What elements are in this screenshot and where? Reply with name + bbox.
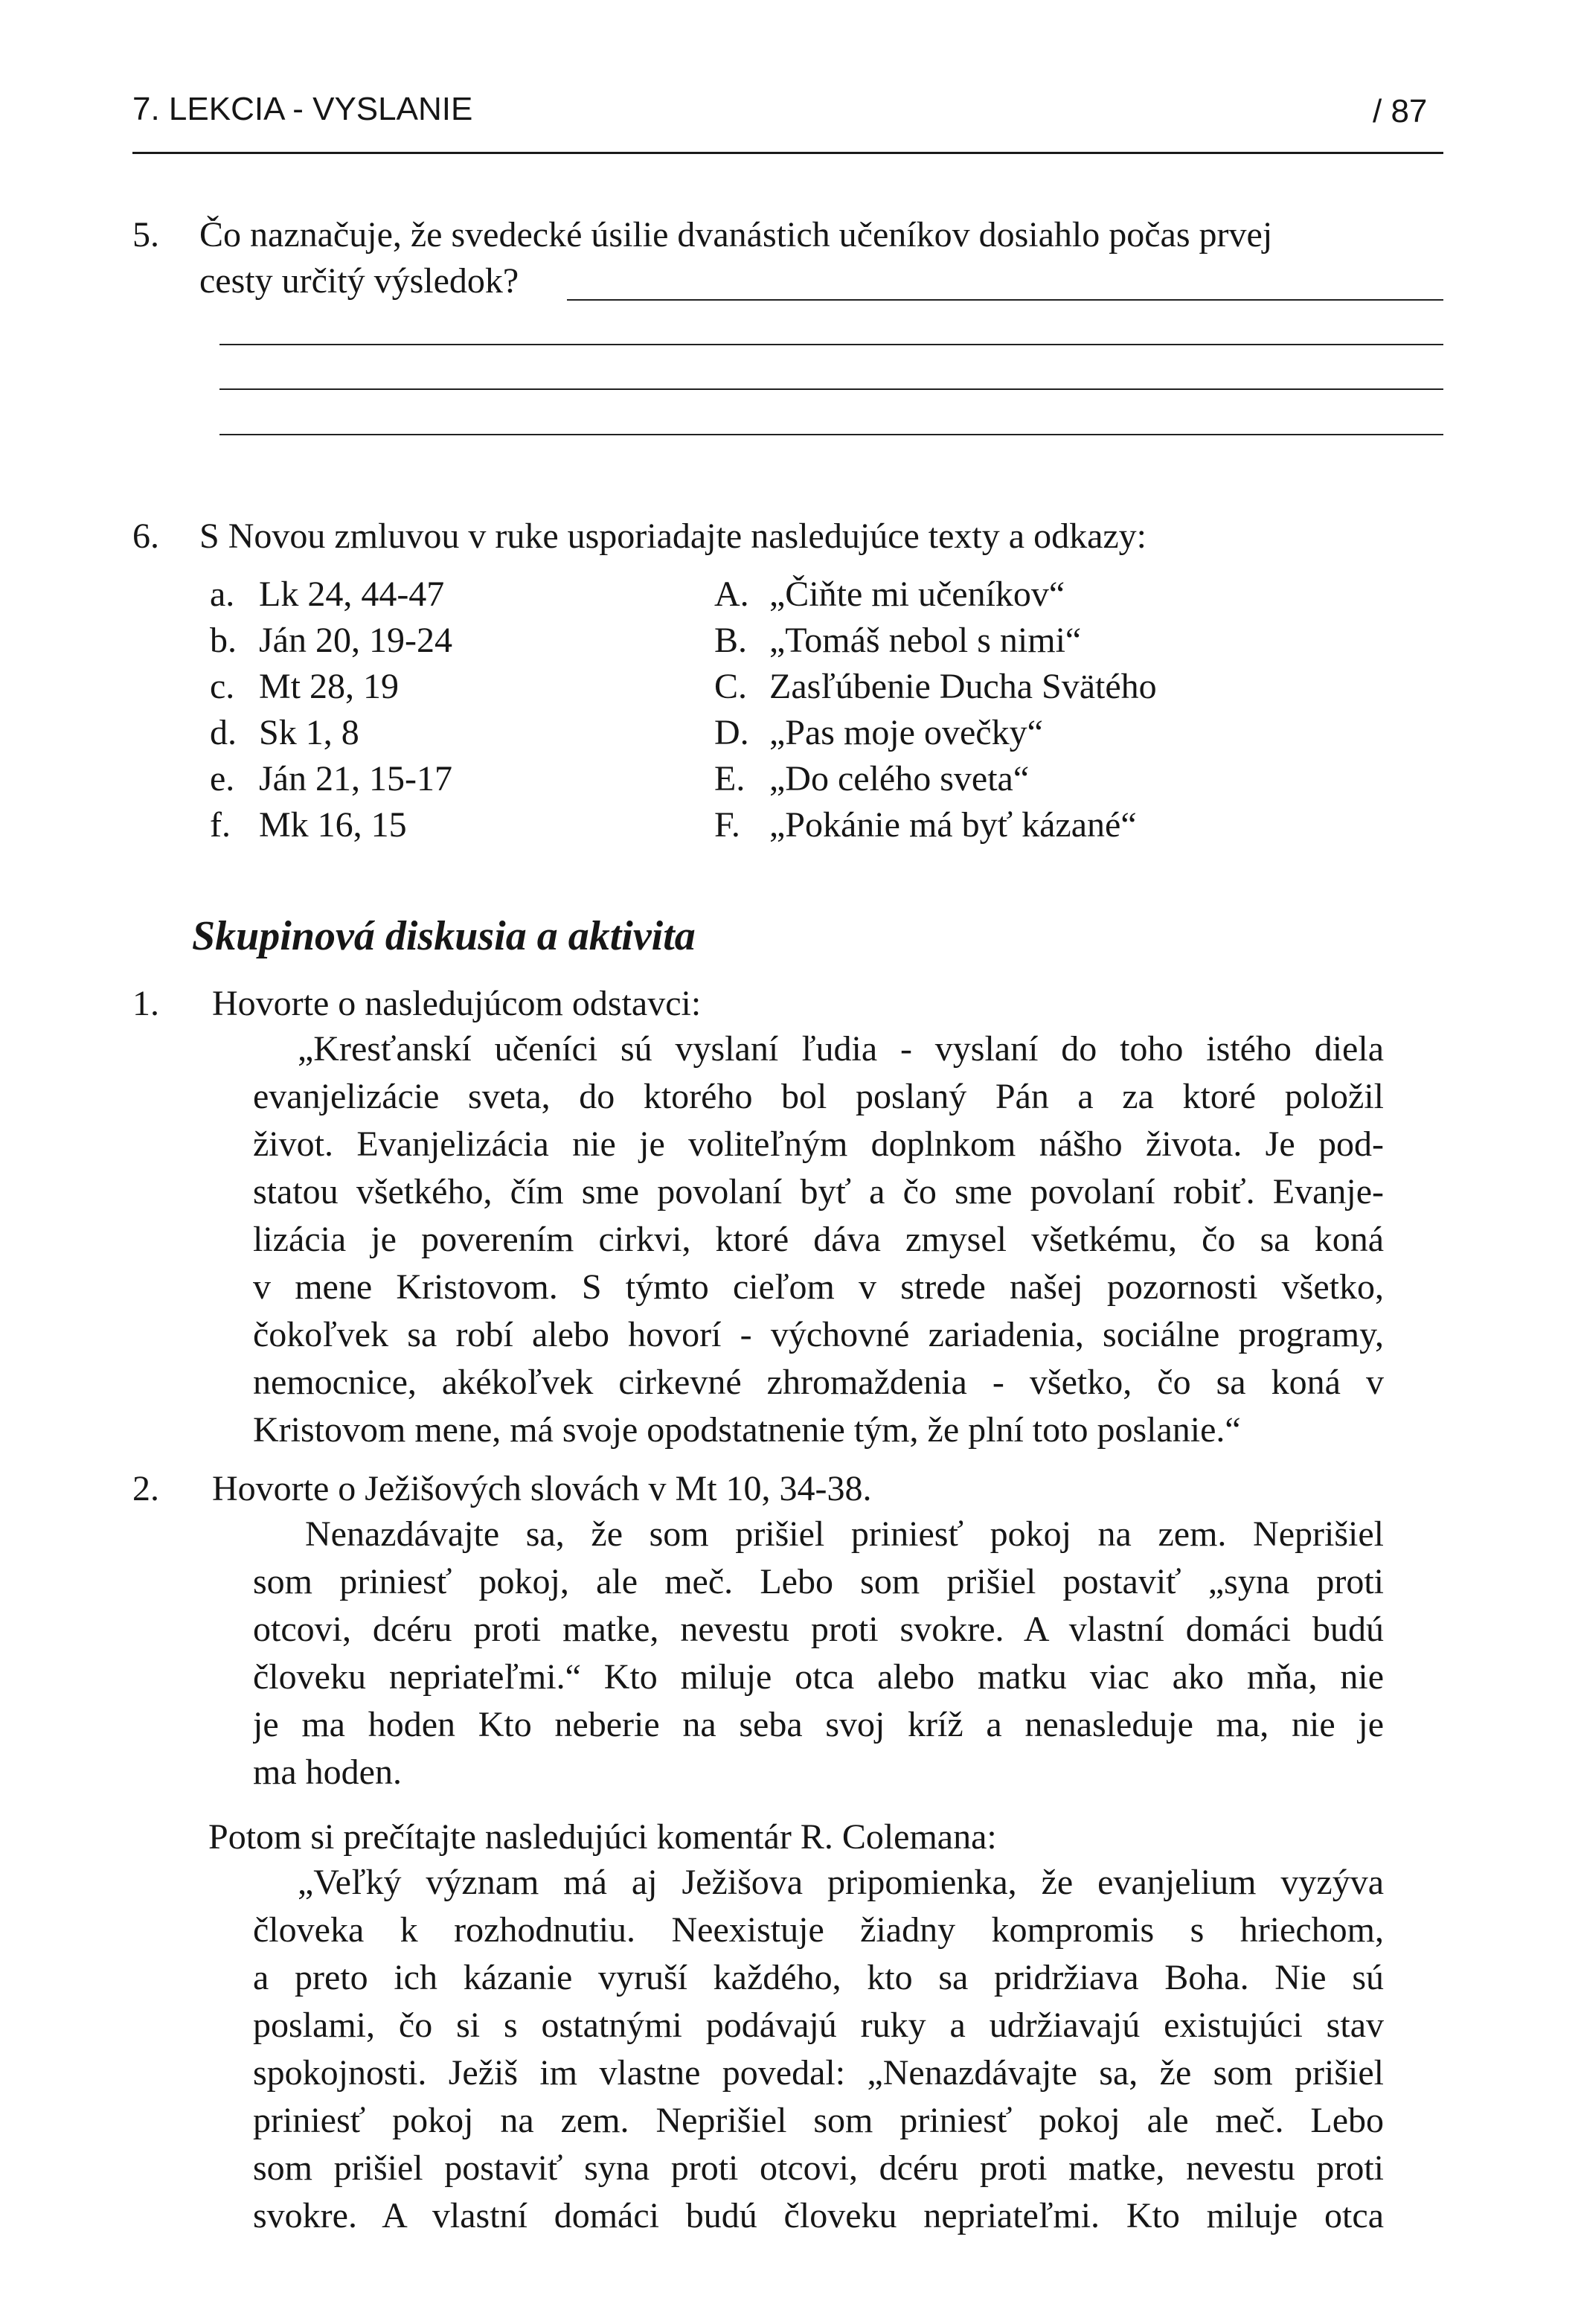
quote-line: priniesť pokoj na zem. Neprišiel som priniesť pokoj ale meč. Lebo xyxy=(253,2101,1384,2140)
match-text: Zasľúbenie Ducha Svätého xyxy=(769,667,1157,706)
coleman-quote xyxy=(253,1859,1384,2240)
answer-line-2[interactable] xyxy=(219,344,1443,345)
match-label: D. xyxy=(714,713,749,752)
item-2-scripture xyxy=(253,1511,1384,1796)
item-1-intro: Hovorte o nasledujúcom odstavci: xyxy=(212,984,702,1023)
answer-line-1[interactable] xyxy=(567,299,1443,301)
ref-label: f. xyxy=(210,805,231,845)
match-text: „Čiňte mi učeníkov“ xyxy=(769,574,1065,614)
item-2-number: 2. xyxy=(132,1469,159,1508)
item-1-number: 1. xyxy=(132,984,159,1023)
match-text: „Tomáš nebol s nimi“ xyxy=(769,621,1082,660)
ref-text: Lk 24, 44-47 xyxy=(259,574,445,614)
question-5-number: 5. xyxy=(132,215,159,255)
quote-line: Kristovom mene, má svoje opodstatnenie tým, že plní toto poslanie.“ xyxy=(253,1410,1241,1450)
scripture-line: človeku nepriateľmi.“ Kto miluje otca alebo matku viac ako mňa, nie xyxy=(253,1657,1384,1697)
ref-label: a. xyxy=(210,574,235,614)
quote-line: evanjelizácie sveta, do ktorého bol poslaný Pán a za ktoré položil xyxy=(253,1077,1384,1116)
ref-label: b. xyxy=(210,621,237,660)
answer-line-3[interactable] xyxy=(219,388,1443,390)
ref-text: Ján 20, 19-24 xyxy=(259,621,452,660)
quote-line: v mene Kristovom. S týmto cieľom v strede našej pozornosti všetko, xyxy=(253,1267,1384,1307)
answer-line-4[interactable] xyxy=(219,434,1443,435)
scripture-line: je ma hoden Kto neberie na seba svoj kríž a nenasleduje ma, nie je xyxy=(253,1705,1384,1744)
item-2-followup: Potom si prečítajte nasledujúci komentár R. Colemana: xyxy=(208,1817,997,1857)
quote-line: statou všetkého, čím sme povolaní byť a čo sme povolaní robiť. Evanje- xyxy=(253,1172,1384,1211)
ref-text: Sk 1, 8 xyxy=(259,713,359,752)
ref-text: Ján 21, 15-17 xyxy=(259,759,452,798)
item-2-intro: Hovorte o Ježišových slovách v Mt 10, 34-38. xyxy=(212,1469,872,1508)
quote-line: „Kresťanskí učeníci sú vyslaní ľudia - vyslaní do toho istého diela xyxy=(298,1029,1384,1069)
match-label: F. xyxy=(714,805,740,845)
match-label: B. xyxy=(714,621,748,660)
ref-text: Mk 16, 15 xyxy=(259,805,407,845)
quote-line: čokoľvek sa robí alebo hovorí - výchovné zariadenia, sociálne programy, xyxy=(253,1315,1384,1354)
scripture-line: som priniesť pokoj, ale meč. Lebo som prišiel postaviť „syna proti xyxy=(253,1562,1384,1601)
question-5-line-2: cesty určitý výsledok? xyxy=(199,261,519,301)
ref-label: e. xyxy=(210,759,235,798)
quote-line: lizácia je poverením cirkvi, ktoré dáva zmysel všetkému, čo sa koná xyxy=(253,1220,1384,1259)
item-1-quote xyxy=(253,1025,1384,1454)
quote-line: človeka k rozhodnutiu. Neexistuje žiadny kompromis s hriechom, xyxy=(253,1910,1384,1950)
scripture-line: Nenazdávajte sa, že som prišiel priniesť pokoj na zem. Neprišiel xyxy=(305,1514,1384,1554)
quote-line: spokojnosti. Ježiš im vlastne povedal: „Nenazdávajte sa, že som prišiel xyxy=(253,2053,1384,2093)
question-6-number: 6. xyxy=(132,516,159,556)
header-rule xyxy=(132,152,1443,154)
match-text: „Pas moje ovečky“ xyxy=(769,713,1043,752)
section-title: Skupinová diskusia a aktivita xyxy=(192,913,696,959)
match-text: „Pokánie má byť kázané“ xyxy=(769,805,1137,845)
match-label: A. xyxy=(714,574,749,614)
match-label: C. xyxy=(714,667,748,706)
question-6-text: S Novou zmluvou v ruke usporiadajte nasledujúce texty a odkazy: xyxy=(199,516,1147,556)
match-label: E. xyxy=(714,759,745,798)
question-5-line-1: Čo naznačuje, že svedecké úsilie dvanástich učeníkov dosiahlo počas prvej xyxy=(199,215,1273,255)
quote-line: „Veľký význam má aj Ježišova pripomienka, že evanjelium vyzýva xyxy=(298,1863,1384,1902)
ref-text: Mt 28, 19 xyxy=(259,667,400,706)
quote-line: a preto ich kázanie vyruší každého, kto sa pridržiava Boha. Nie sú xyxy=(253,1958,1384,1997)
running-header-chapter: 7. LEKCIA - VYSLANIE xyxy=(132,91,473,127)
quote-line: život. Evanjelizácia nie je voliteľným doplnkom nášho života. Je pod- xyxy=(253,1124,1384,1164)
quote-line: svokre. A vlastní domáci budú človeku nepriateľmi. Kto miluje otca xyxy=(253,2196,1384,2235)
ref-label: d. xyxy=(210,713,237,752)
ref-label: c. xyxy=(210,667,235,706)
quote-line: nemocnice, akékoľvek cirkevné zhromaždenia - všetko, čo sa koná v xyxy=(253,1363,1384,1402)
quote-line: poslami, čo si s ostatnými podávajú ruky a udržiavajú existujúci stav xyxy=(253,2006,1384,2045)
scripture-line: ma hoden. xyxy=(253,1752,402,1792)
scripture-line: otcovi, dcéru proti matke, nevestu proti svokre. A vlastní domáci budú xyxy=(253,1610,1384,1649)
page-number: / 87 xyxy=(1373,93,1428,129)
match-text: „Do celého sveta“ xyxy=(769,759,1030,798)
quote-line: som prišiel postaviť syna proti otcovi, dcéru proti matke, nevestu proti xyxy=(253,2148,1384,2188)
